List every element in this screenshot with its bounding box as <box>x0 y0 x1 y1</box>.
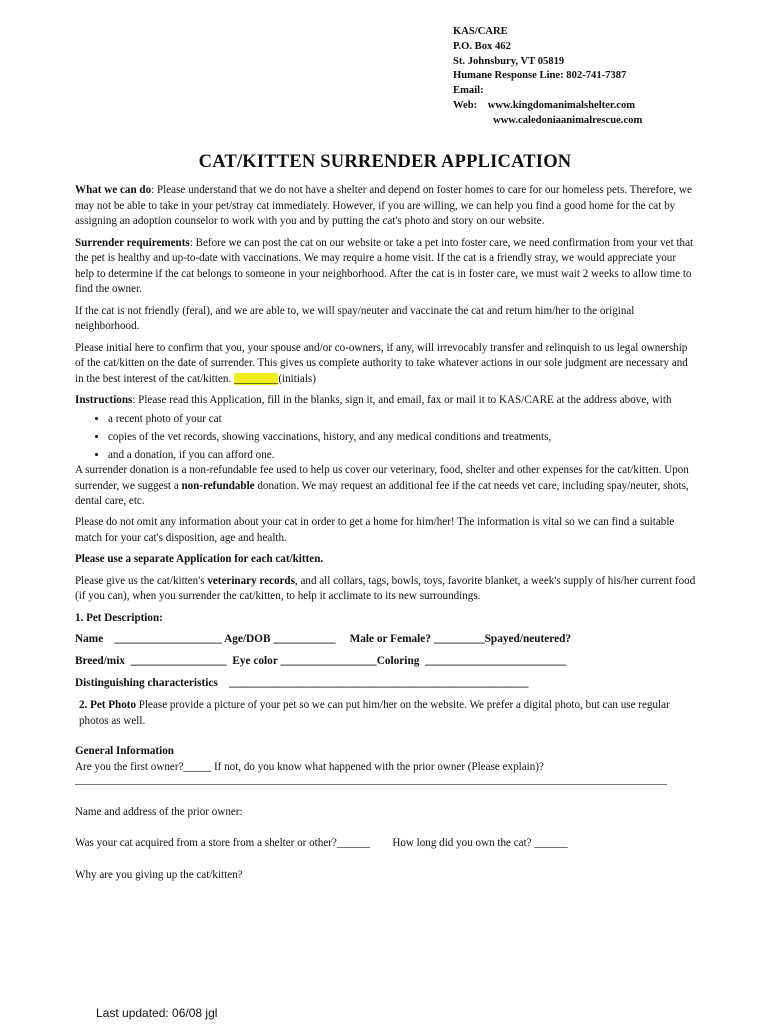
donation-paragraph <box>75 463 697 510</box>
coloring-label: Coloring <box>376 655 420 668</box>
initial-paragraph <box>75 341 697 388</box>
application-body <box>75 183 697 884</box>
feral-paragraph: If the cat is not friendly (feral), and we are able to, we will spay/neuter and vaccinate the cat and return him/her to the original neighborhood. <box>75 304 635 333</box>
instructions-paragraph <box>75 393 697 409</box>
donation-text-a: A surrender donation is a non-refundable fee used to help us cover our veterinary, food, shelter and other expenses for the cat/kitten. Upon surrender, we suggest a <box>75 463 689 492</box>
acquired-question <box>75 836 697 852</box>
form-row-name <box>75 628 697 650</box>
name-field[interactable]: ___________________ <box>114 633 222 646</box>
vet-records-emphasis: veterinary records <box>207 574 295 587</box>
last-updated-footer: Last updated: 06/08 jgl <box>96 1006 218 1020</box>
sex-label: Male or Female? <box>349 633 431 646</box>
vet-records-text-a: Please give us the cat/kitten's <box>75 574 208 587</box>
form-row-breed <box>75 650 697 672</box>
what-we-can-do-paragraph <box>75 183 697 230</box>
what-we-can-do-text: : Please understand that we do not have a shelter and depend on foster homes to care for our homeless pets. Therefore, we may not be able to take in your pet/stray cat immediately. However, if you are willing, we can help you find a good home for the cat by assigning an adoption counselor to work with you and by putting the cat's photo and story on our website. <box>75 184 692 228</box>
prior-owner-address-label: Name and address of the prior owner: <box>75 805 243 818</box>
instructions-label: Instructions <box>75 394 133 407</box>
web-row <box>453 99 642 114</box>
pet-description-heading: 1. Pet Description: <box>75 611 163 624</box>
acquired-field[interactable]: ______ <box>336 837 371 850</box>
initials-suffix: (initials) <box>278 372 316 385</box>
city-state: St. Johnsbury, VT 05819 <box>453 55 565 67</box>
breed-field[interactable]: _________________ <box>130 655 227 668</box>
instructions-list <box>75 410 697 464</box>
instructions-text: : Please read this Application, fill in the blanks, sign it, and email, fax or mail it to KAS/CARE at the address above, with <box>132 394 672 407</box>
general-information-heading: General Information <box>75 744 174 757</box>
distinguishing-field[interactable]: _____________________________________________________ <box>229 677 529 690</box>
surrender-requirements-text: : Before we can post the cat on our website or take a pet into foster care, we need confirmation from your vet that the pet is healthy and up-to-date with vaccinations. We may require a home visit. If the cat is a friendly stray, we would appreciate your help to determine if the cat belongs to someone in your neighborhood. After the cat is in foster care, we must wait 2 weeks to allow time to find the owner. <box>75 236 694 296</box>
web-link-2[interactable]: www.caledoniaanimalrescue.com <box>493 114 643 126</box>
distinguishing-label: Distinguishing characteristics <box>75 677 218 690</box>
vet-records-paragraph <box>75 574 697 605</box>
list-item: • and a donation, if you can afford one. <box>108 446 697 464</box>
initials-field[interactable]: ________ <box>233 372 279 385</box>
eye-color-label: Eye color <box>232 655 278 668</box>
form-row-distinguishing <box>75 672 697 694</box>
surrender-requirements-paragraph <box>75 236 697 298</box>
acquired-label: Was your cat acquired from a store from a shelter or other? <box>75 837 337 850</box>
prior-owner-explain-label: If not, do you know what happened with the prior owner (Please explain)? <box>211 761 544 774</box>
spayed-label: Spayed/neutered? <box>484 633 572 646</box>
email-label: Email: <box>453 85 484 97</box>
page-title: CAT/KITTEN SURRENDER APPLICATION <box>198 152 572 172</box>
first-owner-field[interactable]: _____ <box>183 761 212 774</box>
web-link-1[interactable]: www.kingdomanimalshelter.com <box>487 99 636 111</box>
first-owner-label: Are you the first owner? <box>75 761 184 774</box>
separate-application-note: Please use a separate Application for each cat/kitten. <box>75 553 324 566</box>
ownership-duration-label: How long did you own the cat? <box>392 837 532 850</box>
donation-text-b: donation. We may request an additional fee if the cat needs vet care, including spay/neuter, shots, dental care, etc. <box>75 479 689 508</box>
reason-question-label: Why are you giving up the cat/kitten? <box>75 869 243 881</box>
org-name: KAS/CARE <box>453 26 508 37</box>
breed-label: Breed/mix <box>75 655 125 668</box>
non-refundable-emphasis: non-refundable <box>181 479 255 492</box>
pet-photo-text: Please provide a picture of your pet so we can put him/her on the website. We prefer a digital photo, but can use regular photos as well. <box>79 699 670 728</box>
age-field[interactable]: ___________ <box>273 633 336 646</box>
what-we-can-do-label: What we can do <box>75 184 152 196</box>
ownership-duration-field[interactable]: ______ <box>534 837 568 850</box>
po-box: P.O. Box 462 <box>453 40 511 52</box>
name-label: Name <box>75 633 104 646</box>
web-label: Web: <box>453 99 478 111</box>
organization-header <box>453 25 642 129</box>
eye-color-field[interactable]: _________________ <box>280 655 377 668</box>
pet-photo-label: 2. Pet Photo <box>79 699 136 712</box>
omit-info-paragraph: Please do not omit any information about your cat in order to get a home for him/her! The information is vital so we can find a suitable match for your cat's disposition, age and health. <box>75 516 675 545</box>
surrender-requirements-label: Surrender requirements <box>75 236 190 249</box>
first-owner-question <box>75 760 697 776</box>
list-item: • copies of the vet records, showing vaccinations, history, and any medical conditions and treatments, <box>108 428 697 446</box>
coloring-field[interactable]: _________________________ <box>425 655 567 668</box>
vet-records-text-b: , and all collars, tags, bowls, toys, favorite blanket, a week's supply of his/her current food (if you can), when you surrender the cat/kitten, to help it acclimate to its new surroundings. <box>75 574 696 603</box>
age-label: Age/DOB <box>224 633 271 646</box>
initial-text: Please initial here to confirm that you, your spouse and/or co-owners, if any, will irrevocably transfer and relinquish to us legal ownership of the cat/kitten on the date of surrender. This gives us complete authority to take whatever actions in our sole judgment are necessary and in the best interest of the cat/kitten. <box>75 341 688 385</box>
pet-photo-paragraph <box>75 698 697 729</box>
sex-field[interactable]: _________ <box>433 633 485 646</box>
explain-answer-line[interactable] <box>75 776 667 785</box>
response-line: Humane Response Line: 802-741-7387 <box>453 70 627 82</box>
list-item: • a recent photo of your cat <box>108 410 697 428</box>
